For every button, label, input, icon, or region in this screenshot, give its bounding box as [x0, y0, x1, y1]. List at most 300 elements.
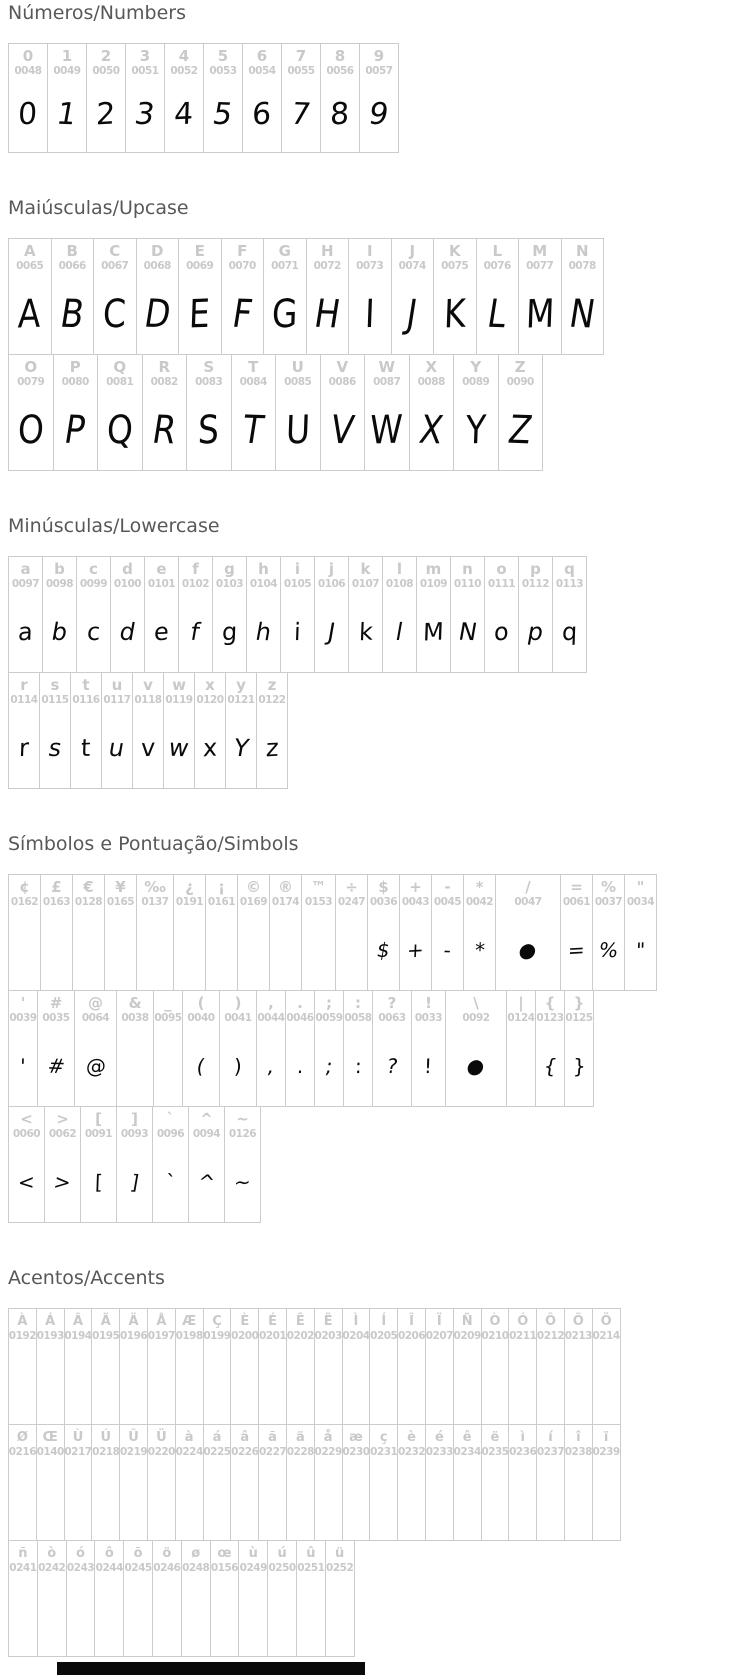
- char-glyph: [99, 1459, 113, 1540]
- char-code: 0095: [154, 1012, 182, 1024]
- char-cell: [564, 1424, 593, 1541]
- char-cell: [97, 354, 143, 471]
- char-cell: [8, 990, 38, 1107]
- char-label: Ù: [72, 1430, 84, 1445]
- char-label: Á: [45, 1314, 56, 1329]
- char-glyph: [284, 909, 287, 990]
- char-code: 0162: [10, 896, 39, 908]
- char-code: 0242: [38, 1562, 66, 1574]
- char-glyph: F: [229, 290, 256, 337]
- char-code: 0090: [506, 376, 534, 388]
- char-cell: [101, 672, 133, 789]
- char-label: /: [525, 878, 531, 896]
- char-label: {: [544, 994, 556, 1012]
- char-cell: [8, 874, 41, 991]
- char-glyph: [45, 1575, 59, 1656]
- char-cell: [306, 238, 350, 355]
- char-code: 0115: [41, 694, 69, 706]
- char-cell: [431, 874, 464, 991]
- char-label: ¿: [185, 878, 194, 896]
- char-cell: [320, 354, 366, 471]
- char-cell: [173, 874, 206, 991]
- char-code: 0229: [314, 1446, 342, 1458]
- char-cell: [70, 672, 102, 789]
- char-glyph: [210, 1343, 224, 1424]
- char-label: ¥: [115, 878, 126, 896]
- char-table-lowercase: [8, 556, 587, 789]
- char-label: Ê: [295, 1314, 305, 1329]
- char-cell: [37, 990, 75, 1107]
- char-label: *: [475, 878, 484, 896]
- char-cell: [116, 1106, 153, 1223]
- char-glyph: M: [524, 289, 555, 338]
- char-label: ñ: [18, 1546, 28, 1561]
- char-glyph: [432, 1343, 446, 1424]
- char-code: 0056: [326, 65, 354, 77]
- char-cell: [72, 874, 105, 991]
- char-cell: [397, 1424, 426, 1541]
- char-code: 0066: [58, 260, 86, 272]
- char-cell: [47, 43, 87, 153]
- char-cell: [314, 556, 349, 673]
- char-label: û: [306, 1546, 316, 1561]
- char-code: 0196: [119, 1330, 148, 1342]
- char-label: O: [24, 358, 38, 376]
- char-label: È: [240, 1314, 250, 1329]
- char-label: å: [323, 1430, 333, 1445]
- char-label: ): [234, 994, 242, 1012]
- char-code: 0212: [536, 1330, 565, 1342]
- char-cell: [285, 990, 315, 1107]
- char-code: 0041: [224, 1012, 252, 1024]
- char-label: ä: [295, 1430, 305, 1445]
- char-cell: [8, 556, 43, 673]
- char-code: 0102: [181, 578, 210, 590]
- char-label: ~: [236, 1110, 249, 1128]
- char-label: ç: [379, 1430, 388, 1445]
- char-glyph: [21, 1343, 24, 1424]
- char-code: 0110: [453, 578, 482, 590]
- char-glyph: {: [541, 1053, 559, 1078]
- char-cell: [210, 1540, 240, 1657]
- char-glyph: B: [57, 290, 88, 337]
- char-cell: [219, 990, 257, 1107]
- char-glyph: L: [484, 290, 511, 337]
- char-cell: [237, 874, 270, 991]
- char-label: Ö: [600, 1314, 612, 1329]
- char-code: 0219: [119, 1446, 148, 1458]
- char-glyph: O: [16, 405, 45, 454]
- char-code: 0064: [81, 1012, 110, 1024]
- char-glyph: 9: [366, 96, 392, 133]
- char-cell: [203, 1424, 232, 1541]
- char-label: e: [156, 560, 167, 578]
- char-glyph: 4: [173, 96, 195, 133]
- char-label: ;: [326, 994, 332, 1012]
- char-glyph: ●: [517, 937, 539, 962]
- char-code: 0116: [72, 694, 100, 706]
- char-cell: [320, 43, 360, 153]
- char-cell: [230, 1424, 259, 1541]
- char-code: 0103: [215, 578, 244, 590]
- char-label: #: [49, 994, 63, 1012]
- char-glyph: K: [443, 290, 467, 337]
- char-label: I: [366, 242, 373, 260]
- char-glyph: h: [253, 617, 274, 646]
- char-glyph: S: [197, 406, 221, 453]
- char-glyph: A: [17, 290, 42, 337]
- char-cell: [564, 990, 594, 1107]
- char-glyph: d: [117, 617, 138, 646]
- char-glyph: #: [45, 1053, 67, 1078]
- char-glyph: =: [567, 937, 586, 962]
- char-code: 0214: [592, 1330, 620, 1342]
- char-glyph: Z: [505, 406, 536, 453]
- char-code: 0236: [509, 1446, 537, 1458]
- char-label: V: [336, 358, 349, 376]
- char-cell: [80, 1106, 117, 1223]
- char-cell: [369, 1424, 398, 1541]
- char-code: 0193: [36, 1330, 64, 1342]
- char-label: _: [164, 994, 172, 1012]
- char-glyph: ": [635, 937, 646, 962]
- char-code: 0211: [509, 1330, 537, 1342]
- char-glyph: [410, 1459, 413, 1540]
- char-label: r: [20, 676, 28, 694]
- char-cell: [36, 1424, 65, 1541]
- char-glyph: [21, 1459, 24, 1540]
- char-code: 0140: [36, 1446, 64, 1458]
- char-label: (: [197, 994, 205, 1012]
- char-label: >: [56, 1110, 69, 1128]
- char-glyph: [43, 1459, 57, 1540]
- char-glyph: U: [284, 406, 311, 453]
- char-code: 0204: [342, 1330, 370, 1342]
- char-code: 0241: [9, 1562, 37, 1574]
- char-cell: [411, 990, 446, 1107]
- char-label: Ú: [100, 1430, 112, 1445]
- char-cell: [91, 1424, 120, 1541]
- char-code: 0122: [258, 694, 286, 706]
- char-cell: [495, 874, 561, 991]
- bottom-cutoff-bar: [57, 1662, 365, 1675]
- char-code: 0248: [182, 1562, 210, 1574]
- char-cell: [8, 43, 48, 153]
- char-code: 0099: [79, 578, 108, 590]
- char-cell: [275, 354, 321, 471]
- char-cell: [230, 1308, 259, 1425]
- char-label: ï: [603, 1430, 609, 1445]
- char-label: i: [294, 560, 301, 578]
- char-cell: [409, 354, 455, 471]
- char-cell: [178, 238, 222, 355]
- char-label: j: [328, 560, 335, 578]
- char-label: î: [576, 1430, 581, 1445]
- char-glyph: [521, 1343, 524, 1424]
- char-cell: [93, 238, 137, 355]
- char-code: 0120: [196, 694, 224, 706]
- char-glyph: [333, 1575, 347, 1656]
- char-cell: [147, 1308, 176, 1425]
- char-glyph: [210, 1459, 224, 1540]
- char-label: Ä: [128, 1314, 139, 1329]
- char-cell: [372, 990, 412, 1107]
- char-cell: [144, 556, 179, 673]
- char-glyph: [311, 909, 325, 990]
- char-cell: [119, 1424, 148, 1541]
- char-code: 0079: [17, 376, 45, 388]
- char-cell: [86, 43, 126, 153]
- char-code: 0243: [66, 1562, 95, 1574]
- char-code: 0097: [11, 578, 40, 590]
- char-glyph: [217, 1575, 231, 1656]
- char-cell: [535, 990, 565, 1107]
- char-label: d: [122, 560, 133, 578]
- char-code: 0054: [248, 65, 276, 77]
- char-code: 0206: [397, 1330, 426, 1342]
- char-cell: [91, 1308, 120, 1425]
- char-cell: [125, 43, 165, 153]
- char-label: ™: [311, 878, 326, 896]
- char-label: J: [409, 242, 416, 260]
- char-cell: [314, 990, 344, 1107]
- char-label: t: [82, 676, 90, 694]
- char-code: 0239: [592, 1446, 620, 1458]
- char-cell: [552, 556, 587, 673]
- char-label: !: [425, 994, 432, 1012]
- char-label: Û: [128, 1430, 139, 1445]
- char-glyph: [182, 909, 196, 990]
- char-glyph: +: [406, 937, 425, 962]
- char-label: Ë: [323, 1314, 333, 1329]
- char-glyph: e: [153, 617, 170, 646]
- char-glyph: `: [165, 1169, 176, 1194]
- char-cell: [36, 1308, 65, 1425]
- char-table-accents: [8, 1308, 621, 1657]
- char-label: Ï: [436, 1314, 442, 1329]
- char-code: 0053: [209, 65, 237, 77]
- char-code: 0092: [462, 1012, 490, 1024]
- char-code: 0062: [48, 1128, 77, 1140]
- char-glyph: [43, 1343, 57, 1424]
- char-cell: [498, 354, 544, 471]
- char-label: œ: [217, 1546, 232, 1561]
- section-title-numbers: Números/Numbers: [8, 2, 186, 24]
- char-code: 0084: [239, 376, 267, 388]
- char-cell: [188, 1106, 225, 1223]
- char-label: Z: [514, 358, 526, 376]
- char-code: 0112: [521, 578, 550, 590]
- char-code: 0169: [239, 896, 268, 908]
- char-code: 0033: [414, 1012, 443, 1024]
- char-code: 0044: [257, 1012, 285, 1024]
- char-glyph: q: [561, 617, 578, 646]
- char-code: 0111: [487, 578, 516, 590]
- char-label: á: [212, 1430, 222, 1445]
- char-cell: [592, 874, 625, 991]
- char-code: 0231: [370, 1446, 398, 1458]
- char-label: a: [20, 560, 31, 578]
- char-cell: [181, 1540, 211, 1657]
- char-code: 0059: [315, 1012, 343, 1024]
- char-label: c: [89, 560, 98, 578]
- char-label: }: [573, 994, 585, 1012]
- char-code: 0039: [9, 1012, 37, 1024]
- char-glyph: [154, 1343, 168, 1424]
- char-code: 0036: [369, 896, 398, 908]
- char-code: 0048: [14, 65, 42, 77]
- char-glyph: p: [525, 617, 546, 646]
- char-glyph: [599, 1343, 613, 1424]
- char-code: 0037: [594, 896, 623, 908]
- char-row-numbers: [8, 43, 399, 153]
- char-glyph: Y: [464, 406, 487, 453]
- char-code: 0091: [84, 1128, 113, 1140]
- char-code: 0230: [342, 1446, 370, 1458]
- char-label: E: [194, 242, 205, 260]
- char-code: 0057: [365, 65, 393, 77]
- char-label: l: [396, 560, 403, 578]
- char-glyph: !: [424, 1053, 433, 1078]
- char-cell: [342, 1308, 371, 1425]
- char-row-lowercase-1: [8, 556, 587, 673]
- char-code: 0088: [417, 376, 445, 388]
- char-label: ì: [520, 1430, 525, 1445]
- char-glyph: W: [369, 405, 404, 454]
- char-label: u: [111, 676, 123, 694]
- char-label: õ: [133, 1546, 143, 1561]
- char-cell: [163, 672, 195, 789]
- char-cell: [258, 1424, 287, 1541]
- char-glyph: [: [94, 1169, 103, 1194]
- char-code: 0072: [313, 260, 341, 272]
- char-label: w: [172, 676, 186, 694]
- char-glyph: a: [17, 617, 34, 646]
- char-label: x: [205, 676, 215, 694]
- char-glyph: k: [358, 617, 373, 646]
- char-glyph: [350, 909, 353, 990]
- char-cell: [51, 238, 95, 355]
- char-cell: [224, 1106, 261, 1223]
- char-label: ü: [335, 1546, 345, 1561]
- char-cell: [296, 1540, 326, 1657]
- char-cell: [286, 1308, 315, 1425]
- char-label: W: [378, 358, 396, 376]
- char-label: 7: [295, 47, 307, 65]
- char-glyph: [377, 1459, 391, 1540]
- char-label: q: [564, 560, 575, 578]
- char-cell: [116, 990, 154, 1107]
- char-code: 0224: [175, 1446, 203, 1458]
- section-lowercase: [8, 515, 730, 789]
- char-code: 0194: [64, 1330, 92, 1342]
- char-glyph: [355, 1459, 358, 1540]
- char-label: \: [473, 994, 479, 1012]
- char-code: 0045: [433, 896, 462, 908]
- char-label: Ç: [212, 1314, 222, 1329]
- char-glyph: N: [566, 290, 599, 337]
- char-code: 0094: [192, 1128, 221, 1140]
- char-cell: [267, 1540, 297, 1657]
- char-glyph: [466, 1343, 469, 1424]
- char-label: ': [20, 994, 26, 1012]
- char-glyph: [543, 1459, 557, 1540]
- char-glyph: [321, 1459, 335, 1540]
- char-code: 0060: [12, 1128, 41, 1140]
- char-row-lowercase-2: [8, 672, 288, 789]
- char-code: 0246: [153, 1562, 181, 1574]
- char-label: 8: [334, 47, 346, 65]
- char-cell: [445, 990, 507, 1107]
- char-glyph: D: [140, 290, 174, 337]
- char-glyph: [410, 1343, 413, 1424]
- char-code: 0217: [64, 1446, 92, 1458]
- char-cell: [8, 672, 40, 789]
- char-code: 0209: [453, 1330, 481, 1342]
- char-label: R: [158, 358, 171, 376]
- char-label: ?: [387, 994, 397, 1012]
- char-glyph: [77, 1459, 80, 1540]
- char-cell: [258, 1308, 287, 1425]
- char-label: í: [548, 1430, 553, 1445]
- char-cell: [194, 672, 226, 789]
- char-glyph: o: [493, 617, 510, 646]
- char-code: 0093: [120, 1128, 149, 1140]
- char-cell: [536, 1308, 565, 1425]
- char-label: Œ: [42, 1430, 58, 1445]
- char-code: 0203: [314, 1330, 342, 1342]
- char-code: 0128: [74, 896, 103, 908]
- char-label: Å: [156, 1314, 167, 1329]
- char-label: Í: [381, 1314, 387, 1329]
- char-glyph: f: [188, 617, 203, 646]
- char-label: ‰: [144, 878, 166, 896]
- char-code: 0199: [203, 1330, 231, 1342]
- char-cell: [44, 1106, 81, 1223]
- char-glyph: [194, 1575, 197, 1656]
- section-title-symbols: Símbolos e Pontuação/Simbols: [8, 833, 299, 855]
- char-label: v: [143, 676, 153, 694]
- char-code: 0083: [195, 376, 223, 388]
- char-glyph: g: [221, 617, 238, 646]
- char-glyph: [243, 1459, 246, 1540]
- char-glyph: [154, 909, 157, 990]
- char-label: ù: [248, 1546, 258, 1561]
- char-cell: [8, 1106, 45, 1223]
- char-cell: [238, 1540, 268, 1657]
- char-label: ô: [104, 1546, 114, 1561]
- char-code: 0123: [536, 1012, 564, 1024]
- char-label: &: [128, 994, 142, 1012]
- char-code: 0038: [121, 1012, 149, 1024]
- char-glyph: [167, 1025, 170, 1106]
- char-label: ó: [76, 1546, 85, 1561]
- char-label: N: [575, 242, 589, 260]
- char-cell: [314, 1424, 343, 1541]
- char-cell: [40, 874, 73, 991]
- char-glyph: [377, 1343, 391, 1424]
- char-code: 0124: [507, 1012, 535, 1024]
- char-code: 0251: [297, 1562, 325, 1574]
- char-cell: [391, 238, 435, 355]
- char-glyph: <: [17, 1169, 36, 1194]
- char-table-uppercase: [8, 238, 604, 471]
- char-code: 0207: [425, 1330, 453, 1342]
- char-label: +: [409, 878, 422, 896]
- char-cell: [136, 874, 174, 991]
- char-cell: [425, 1308, 454, 1425]
- char-code: 0198: [175, 1330, 203, 1342]
